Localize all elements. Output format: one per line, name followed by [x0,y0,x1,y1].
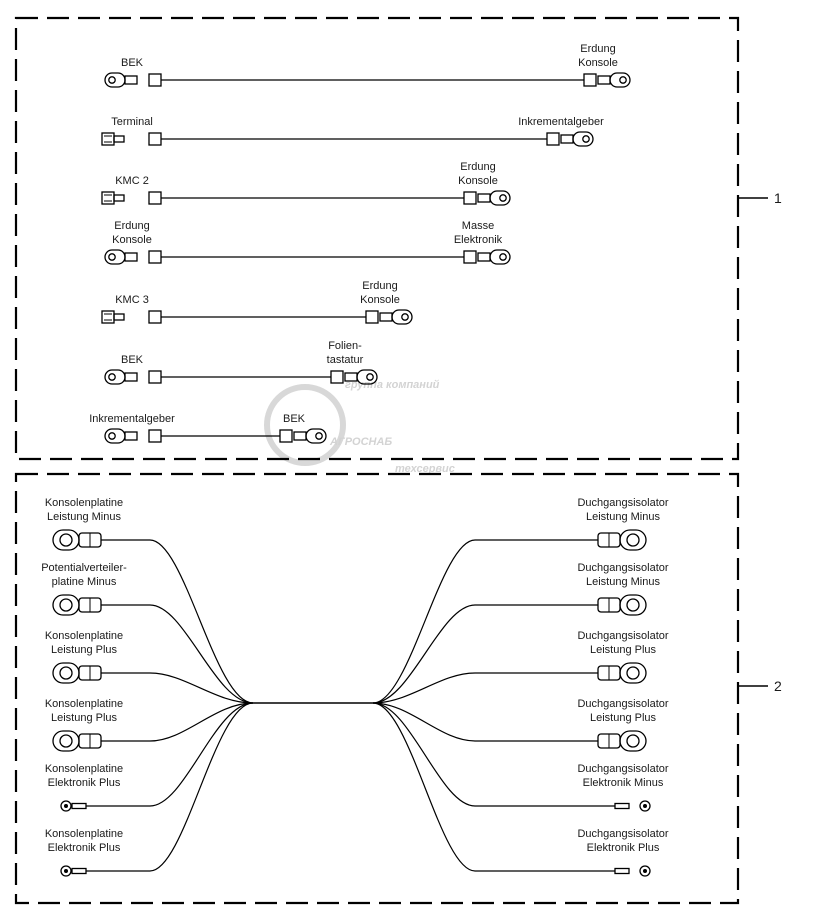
watermark-logo-icon [267,387,343,463]
right-lead-label: Leistung Minus [586,576,660,588]
cable-lug-left-icon [53,663,101,683]
right-label: Konsole [458,175,498,187]
cable-4 [105,220,510,264]
left-lead-1 [45,497,253,703]
left-lead-label: Konsolenplatine [44,630,124,642]
small-lug-left-icon [61,801,86,811]
ring-terminal-icon [478,191,510,205]
right-lead-label: Duchgangsisolator [577,828,669,840]
ring-terminal-icon [598,73,630,87]
panel-2 [41,497,669,876]
left-lead-label: Leistung Minus [47,511,121,523]
left-lead-label: Konsolenplatine [44,828,124,840]
right-lead-label: Leistung Minus [586,511,660,523]
cable-7 [89,413,326,443]
callout-1 [738,190,782,206]
wire [373,605,598,703]
callout-2-label: 2 [774,678,782,694]
wire [373,703,615,871]
blade-terminal-icon [102,311,124,323]
left-label: Erdung [114,220,150,232]
cable-3 [102,161,510,205]
right-lead-label: Elektronik Minus [582,777,664,789]
ring-terminal-icon [561,132,593,146]
small-lug-left-icon [61,866,86,876]
right-lead-6 [373,703,669,876]
cable-1 [105,43,630,87]
cable-2 [102,116,604,146]
ring-terminal-icon [478,250,510,264]
wire [373,703,598,741]
left-lead-label: Leistung Plus [50,644,118,656]
right-label: Erdung [460,161,496,173]
watermark-top-text: группа компаний [345,379,440,391]
right-lead-label: Duchgangsisolator [577,630,669,642]
cable-5 [102,280,412,324]
right-lead-label: Duchgangsisolator [577,698,669,710]
watermark-main-text: АГРОСНАБ [330,436,393,448]
wire [101,673,253,703]
cable-lug-left-icon [53,731,101,751]
left-lead-label: Konsolenplatine [44,497,124,509]
left-lead-label: Konsolenplatine [44,698,124,710]
ring-terminal-icon [105,370,137,384]
callout-2 [738,678,782,694]
cable-6 [105,340,377,384]
cable-lug-right-icon [598,595,646,615]
right-lead-label: Elektronik Plus [586,842,660,854]
right-label: Masse [461,220,495,232]
left-label: BEK [120,57,144,69]
blade-terminal-icon [102,192,124,204]
callout-1-label: 1 [774,190,782,206]
right-lead-label: Duchgangsisolator [577,763,669,775]
right-lead-label: Duchgangsisolator [577,562,669,574]
ring-terminal-icon [105,429,137,443]
left-lead-label: Potentialverteiler- [41,562,127,574]
cable-lug-left-icon [53,530,101,550]
right-label: BEK [282,413,306,425]
wire [101,605,253,703]
small-lug-right-icon [615,801,650,811]
ring-terminal-icon [105,250,137,264]
right-label: tastatur [326,354,364,366]
small-lug-right-icon [615,866,650,876]
left-lead-3 [45,630,253,703]
left-label: KMC 3 [115,294,149,306]
right-label: Folien- [328,340,362,352]
right-label: Elektronik [453,234,503,246]
right-lead-label: Leistung Plus [589,712,657,724]
left-lead-label: Elektronik Plus [47,842,121,854]
left-label: Konsole [112,234,152,246]
cable-lug-right-icon [598,530,646,550]
right-label: Konsole [360,294,400,306]
left-lead-label: platine Minus [51,576,117,588]
right-label: Inkrementalgeber [518,116,604,128]
panel-1 [89,43,630,443]
left-lead-label: Elektronik Plus [47,777,121,789]
cable-lug-right-icon [598,663,646,683]
right-lead-1 [373,497,669,703]
blade-terminal-icon [102,133,124,145]
wire [373,703,615,806]
right-lead-label: Leistung Plus [589,644,657,656]
left-lead-6 [45,703,253,876]
left-lead-label: Konsolenplatine [44,763,124,775]
cable-lug-right-icon [598,731,646,751]
left-label: Terminal [111,116,153,128]
right-label: Erdung [362,280,398,292]
watermark [267,379,455,475]
cable-lug-left-icon [53,595,101,615]
right-lead-3 [373,630,669,703]
ring-terminal-icon [294,429,326,443]
right-label: Erdung [580,43,616,55]
left-lead-label: Leistung Plus [50,712,118,724]
left-label: BEK [120,354,144,366]
wire [373,673,598,703]
ring-terminal-icon [105,73,137,87]
left-label: Inkrementalgeber [89,413,175,425]
right-label: Konsole [578,57,618,69]
watermark-bottom-text: техсервис [395,463,455,475]
right-lead-label: Duchgangsisolator [577,497,669,509]
left-label: KMC 2 [115,175,149,187]
ring-terminal-icon [380,310,412,324]
